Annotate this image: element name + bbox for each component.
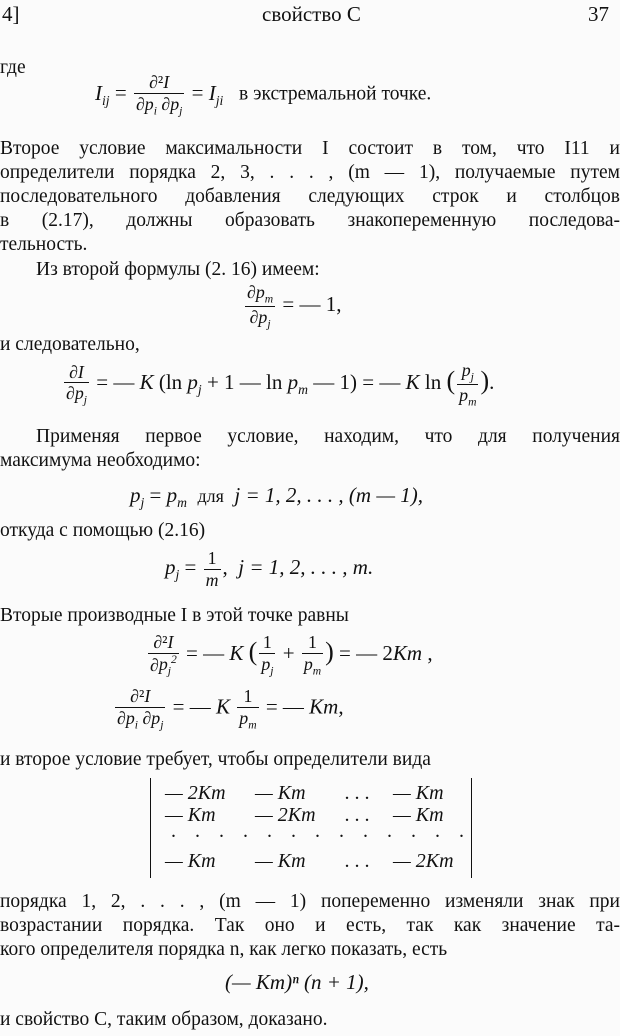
equation-dI-dpj: $\frac{\partial I}{\partial p_j}$ = — K (ln $p_j + 1$ — $\ln p_m$ — 1) = — K ln ( $\frac{p_j}{p_m}$ ). [66, 360, 495, 409]
para1-line1: Второе условие максимальности I состоит в том, что I11 и [0, 138, 620, 159]
matrix-cell: — Km [255, 782, 306, 804]
matrix-cell: — 2Km [255, 804, 316, 826]
para3-line1: Применяя первое условие, находим, что для получения [36, 426, 620, 447]
para1-line2: определители порядка 2, 3, . . . , (m — 1), получаемые путем [0, 162, 620, 183]
para4-line3: кого определителя порядка n, как легко показать, есть [0, 939, 448, 960]
equation-dpm-dpj: $\frac{\partial p_m}{\partial p_j}$ = — 1, [247, 282, 342, 331]
equation-hessian: $I_{ij}$ = $\frac{\text{∂²I}}{\partial p_i \partial p_j}$ = $I_{ji}$ в экстремальной точке. [95, 72, 432, 118]
equation-second-deriv-ij: $\frac{\text{∂²I}}{\partial p_i \partial p_j}$ = — K $\frac{1}{p_m}$ = — Km, [117, 686, 344, 732]
page-number: 37 [588, 2, 609, 26]
para1-line4: в (2.17), должны образовать знакопеременную последова- [0, 210, 620, 231]
matrix-cell: . . . [345, 782, 370, 804]
equation-range: j = 1, 2, . . . , (m — 1), [234, 483, 424, 507]
para4-line1: порядка 1, 2, . . . , (m — 1) попеременно изменяли знак при [0, 891, 620, 912]
para3-line2: максимума необходимо: [0, 450, 201, 471]
determinant-matrix [150, 778, 472, 878]
section-marker: 4] [2, 2, 20, 26]
matrix-cell: — Km [393, 804, 444, 826]
matrix-cell: . . . [345, 850, 370, 872]
equation-final: (— Km)ⁿ (n + 1), [225, 970, 369, 994]
text-second-condition: и второе условие требует, чтобы определители вида [0, 749, 431, 770]
text-where: где [0, 57, 26, 78]
matrix-cell: — 2Km [393, 850, 454, 872]
para1-line5: тельность. [0, 234, 88, 255]
text-whence: откуда с помощью (2.16) [0, 520, 206, 541]
matrix-cell: . . . [345, 804, 370, 826]
equation-second-deriv-jj: $\frac{\text{∂²I}}{\partial p_j^2}$ = — K ( $\frac{1}{p_j}$ + $\frac{1}{p_m}$ ) = — 2Km , [150, 632, 433, 679]
text-conclusion: и свойство С, таким образом, доказано. [0, 1009, 328, 1030]
para1-line3: последовательного добавления следующих строк и столбцов [0, 186, 620, 207]
equation-pj-eq-pm: $p_j = p_m$ для j = 1, 2, . . . , (m — 1), [130, 483, 424, 511]
matrix-cell: — Km [165, 804, 216, 826]
matrix-cell: — Km [393, 782, 444, 804]
equation-for-word: для [197, 486, 224, 506]
para2: Из второй формулы (2. 16) имеем: [36, 259, 320, 280]
matrix-dots-row: . . . . . . . . . . . . . [171, 820, 471, 842]
matrix-cell: — 2Km [165, 782, 226, 804]
text-second-derivatives: Вторые производные I в этой точке равны [0, 605, 349, 626]
matrix-cell: — Km [165, 850, 216, 872]
matrix-cell: — Km [255, 850, 306, 872]
equation-tail: в экстремальной точке. [239, 83, 432, 105]
para4-line2: возрастании порядка. Так оно и есть, так как значение та- [0, 915, 620, 936]
equation-pj-1-over-m: $p_j$ = $\frac{1}{m}$ , j = 1, 2, . . . , m. [165, 548, 374, 590]
running-title: свойство С [262, 2, 361, 26]
equation-range-m: j = 1, 2, . . . , m. [238, 554, 374, 579]
text-and-hence: и следовательно, [0, 334, 140, 355]
